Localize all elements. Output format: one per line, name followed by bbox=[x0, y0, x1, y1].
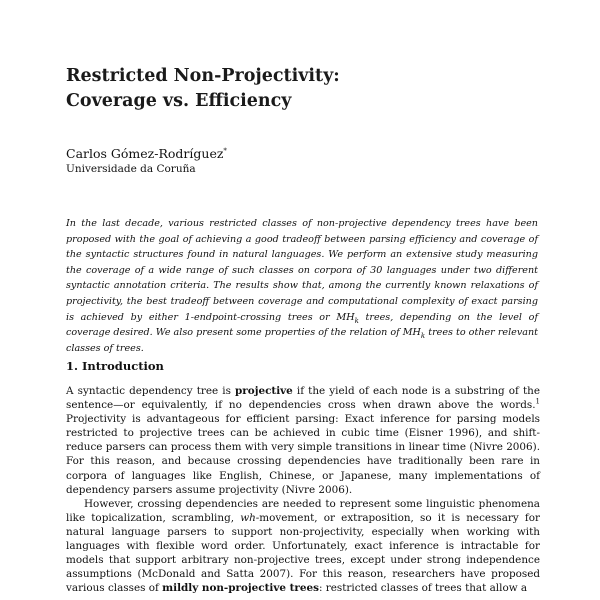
paper-title bbox=[66, 64, 340, 114]
text-run: : restricted classes of trees that allow a bbox=[318, 582, 528, 595]
author-footnote-mark: * bbox=[223, 146, 227, 155]
text-run: trees to other relevant classes of trees. bbox=[66, 327, 538, 354]
text-run: A syntactic dependency tree is bbox=[66, 385, 236, 397]
text-run: trees, depending on the level of coverage desired. We also present some properties of the relation of MH bbox=[66, 311, 538, 339]
text-run: mildly non-projective trees bbox=[162, 582, 319, 595]
author bbox=[66, 146, 227, 161]
paper-title-line-1: Restricted Non-Projectivity: bbox=[66, 66, 340, 86]
author-name: Carlos Gómez-Rodríguez bbox=[66, 146, 224, 161]
text-run: Projectivity is advantageous for efficient parsing: Exact inference for parsing models restricted to projective trees can be achieved in cubic time (Eisner 1996), and shift-reduce parsers can process them with very simple transitions in linear time (Nivre 2006). For this reason, and because crossing dependencies have traditionally been rare in corpora of languages like English, Chinese, or Japanese, many implementations of dependency parsers assume projectivity (Nivre 2006). bbox=[66, 413, 540, 496]
abstract bbox=[66, 216, 538, 356]
text-run: projective bbox=[235, 385, 293, 397]
text-run: 1 bbox=[535, 397, 540, 406]
text-run: wh bbox=[240, 511, 256, 524]
paper-title-line-2: Coverage vs. Efficiency bbox=[66, 91, 292, 111]
text-run: if the yield of each node is a substring of the sentence—or equivalently, if no dependencies cross when drawn above the words. bbox=[66, 385, 540, 412]
paragraph-1 bbox=[66, 384, 540, 497]
text-run: k bbox=[420, 332, 426, 341]
paragraph-2 bbox=[66, 497, 540, 596]
affiliation: Universidade da Coruña bbox=[66, 163, 196, 175]
text-run: In the last decade, various restricted classes of non-projective dependency trees have been proposed with the goal of achieving a good tradeoff between parsing efficiency and coverage of the syntactic structures found in natural languages. We perform an extensive study measuring the coverage of a wide range of such classes on corpora of 30 languages under two different syntactic annotation criteria. The results show that, among the currently known relaxations of projectivity, the best tradeoff between coverage and computational complexity of exact parsing is achieved by either 1-endpoint-crossing trees or MH bbox=[66, 218, 538, 323]
text-run: k bbox=[354, 316, 359, 325]
body-text bbox=[66, 384, 540, 595]
section-heading: 1. Introduction bbox=[66, 359, 164, 373]
text-run: However, crossing dependencies are needed to represent some linguistic phenomena like topicalization, scrambling, bbox=[66, 497, 540, 524]
text-run: -movement, or extraposition, so it is necessary for natural language parsers to support non-projectivity, especially when working with languages with flexible word order. Unfortunately, exact inference is intractable for models that support arbitrary non-projective trees, except under strong independence assumptions (McDonald and Satta 2007). For this reason, researchers have proposed various classes of bbox=[66, 511, 540, 595]
